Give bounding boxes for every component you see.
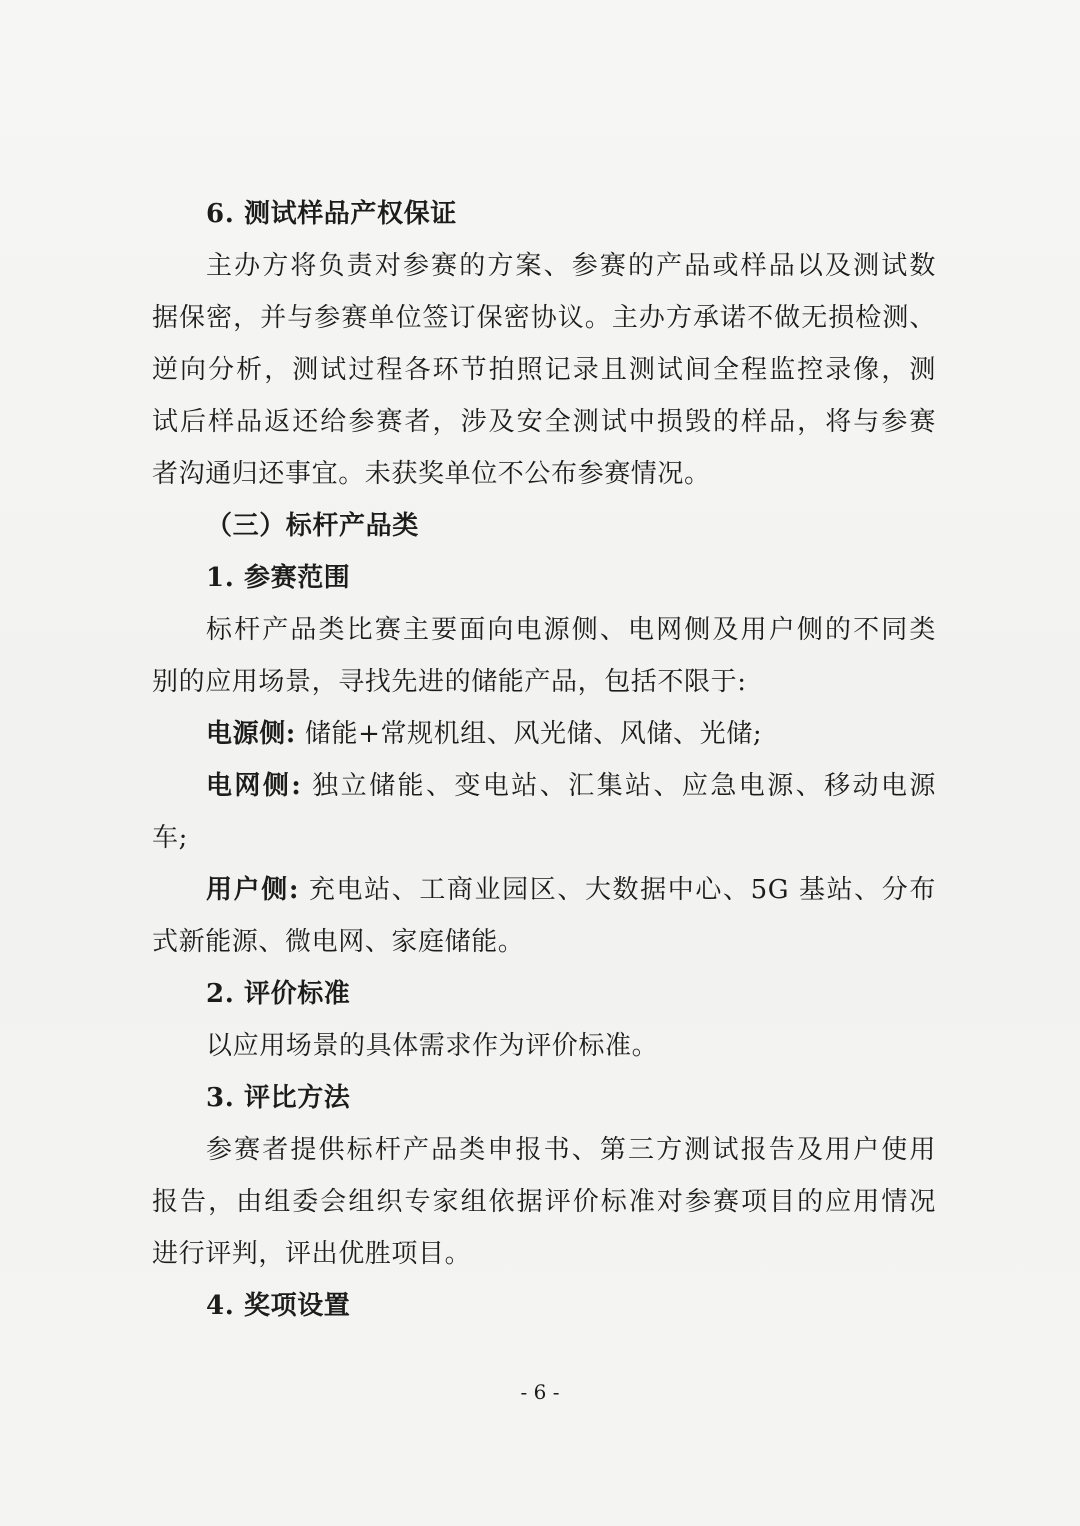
grid-side-text: 独立储能、变电站、汇集站、应急电源、移动电源 (312, 771, 936, 801)
user-side-label: 用户侧: (206, 875, 300, 905)
heading-evaluation-method: 3. 评比方法 (206, 1083, 351, 1113)
grid-side-label: 电网侧: (206, 771, 302, 801)
heading-evaluation-criteria: 2. 评价标准 (206, 979, 351, 1009)
paragraph-line: 者沟通归还事宜。未获奖单位不公布参赛情况。 (152, 459, 711, 489)
page-number: - 6 - (520, 1380, 560, 1404)
heading-test-sample-ip: 6. 测试样品产权保证 (206, 199, 457, 229)
user-side-text: 充电站、工商业园区、大数据中心、5G 基站、分布 (308, 875, 936, 905)
paragraph-line: 主办方将负责对参赛的方案、参赛的产品或样品以及测试数 (206, 251, 936, 281)
paragraph-line: 车; (152, 823, 188, 853)
user-side-item (152, 864, 936, 916)
paragraph-line: 以应用场景的具体需求作为评价标准。 (206, 1031, 659, 1061)
power-side-text: 储能+常规机组、风光储、风储、光储; (304, 719, 763, 749)
paragraph-line: 参赛者提供标杆产品类申报书、第三方测试报告及用户使用 (206, 1135, 936, 1165)
power-side-item (152, 708, 936, 760)
paragraph-line: 报告，由组委会组织专家组依据评价标准对参赛项目的应用情况 (152, 1187, 936, 1217)
paragraph-line: 别的应用场景，寻找先进的储能产品，包括不限于: (152, 667, 747, 697)
grid-side-item (152, 760, 936, 812)
power-side-label: 电源侧: (206, 719, 296, 749)
paragraph-line: 标杆产品类比赛主要面向电源侧、电网侧及用户侧的不同类 (206, 615, 936, 645)
heading-participation-scope: 1. 参赛范围 (206, 563, 351, 593)
paragraph-line: 逆向分析，测试过程各环节拍照记录且测试间全程监控录像，测 (152, 355, 936, 385)
document-body (152, 188, 936, 1332)
paragraph-line: 试后样品返还给参赛者，涉及安全测试中损毁的样品，将与参赛 (152, 407, 936, 437)
paragraph-line: 进行评判，评出优胜项目。 (152, 1239, 472, 1269)
paragraph-line: 式新能源、微电网、家庭储能。 (152, 927, 525, 957)
paragraph-line: 据保密，并与参赛单位签订保密协议。主办方承诺不做无损检测、 (152, 303, 936, 333)
heading-award-setup: 4. 奖项设置 (206, 1291, 351, 1321)
section-heading-benchmark-products: （三）标杆产品类 (206, 511, 419, 541)
